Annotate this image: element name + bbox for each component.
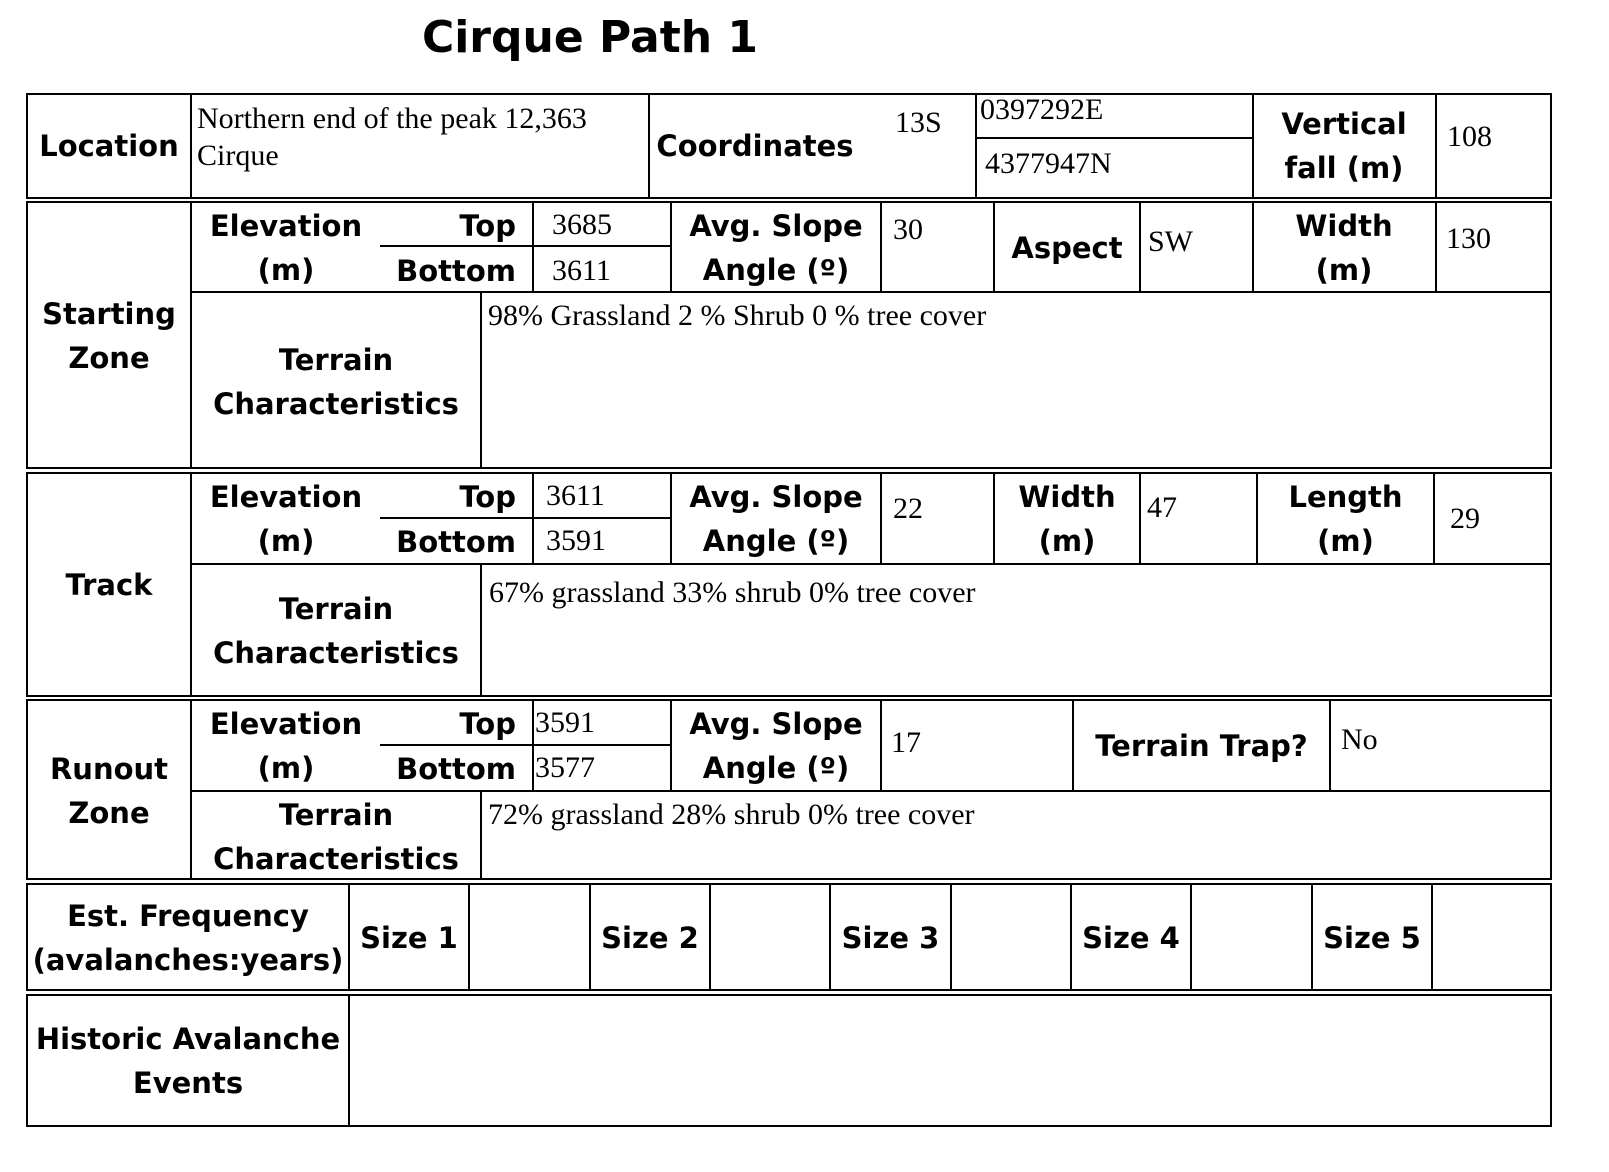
sz-slope-label-line1: Avg. Slope [689,209,863,243]
runout-zone-label-line2: Zone [68,796,150,830]
tr-length-label-line2: (m) [1317,524,1374,558]
size1-label: Size 1 [360,921,458,955]
divider [1433,472,1435,563]
tr-slope-label-line2: Angle (º) [702,524,850,558]
rz-terrain-value: 72% grassland 28% shrub 0% tree cover [488,798,975,831]
divider [880,201,882,291]
historic-label-line2: Events [132,1066,244,1100]
sz-width-label-line1: Width [1295,209,1393,243]
divider [1431,883,1433,991]
track-label: Track [65,568,153,602]
sz-slope-label-line2: Angle (º) [702,253,850,287]
rz-bottom-value: 3577 [535,751,595,784]
northing-value: 4377947N [985,147,1112,180]
rz-top-value: 3591 [535,706,595,739]
tr-bottom-label: Bottom [396,525,516,559]
sz-terrain-label-line1: Terrain [278,343,394,377]
historic-label-line1: Historic Avalanche [35,1022,341,1056]
divider [468,883,470,991]
sz-elevation-label-line2: (m) [257,253,315,287]
runout-zone-label-line1: Runout [49,752,169,786]
rz-elevation-label-line1: Elevation [209,707,363,741]
tr-length-label-line1: Length [1288,480,1403,514]
divider [1190,883,1192,991]
tr-terrain-value: 67% grassland 33% shrub 0% tree cover [489,576,976,609]
tr-width-label-line2: (m) [1038,524,1096,558]
divider [880,699,882,790]
divider [950,883,952,991]
starting-zone-label-line1: Starting [42,297,176,331]
size5-label: Size 5 [1323,921,1421,955]
rz-top-label: Top [459,707,516,741]
tr-width-label-line1: Width [1018,480,1116,514]
divider [532,699,534,790]
size3-label: Size 3 [841,921,940,955]
sz-top-label: Top [459,209,516,243]
rz-terrain-label-line2: Characteristics [213,842,459,876]
sz-bottom-label: Bottom [396,254,516,288]
divider [648,93,650,199]
tr-top-label: Top [459,480,516,514]
divider [1435,201,1437,291]
divider [1139,201,1141,291]
utm-zone: 13S [895,106,942,139]
tr-elevation-label-line2: (m) [257,524,315,558]
rz-slope-value: 17 [891,726,921,759]
sz-aspect-value: SW [1148,225,1193,258]
tr-terrain-label-line2: Characteristics [213,636,459,670]
tr-slope-label-line1: Avg. Slope [689,480,863,514]
divider [190,93,192,199]
sz-elevation-label-line1: Elevation [209,209,363,243]
rz-elevation-label-line2: (m) [257,751,315,785]
rz-terrain-label-line1: Terrain [278,798,394,832]
vertical-fall-label-line1: Vertical [1281,107,1407,141]
tr-length-value: 29 [1450,502,1480,535]
divider [1435,93,1437,199]
tr-top-value: 3611 [546,479,605,512]
divider [348,994,350,1127]
rz-slope-label-line2: Angle (º) [702,751,850,785]
rz-slope-label-line1: Avg. Slope [689,707,863,741]
rz-bottom-label: Bottom [396,752,516,786]
divider [975,93,977,199]
frequency-label-line2: (avalanches:years) [32,943,344,977]
sz-slope-value: 30 [893,213,923,246]
sz-width-value: 130 [1446,222,1491,255]
starting-zone-label-line2: Zone [68,341,150,375]
vertical-fall-label-line2: fall (m) [1284,151,1404,185]
divider [1139,472,1141,563]
tr-terrain-label-line1: Terrain [278,592,394,626]
tr-bottom-value: 3591 [546,524,606,557]
size4-label: Size 4 [1082,921,1180,955]
rz-terrain-trap-label: Terrain Trap? [1095,729,1308,763]
sz-aspect-label: Aspect [1011,231,1123,265]
divider [480,291,482,469]
page-title: Cirque Path 1 [421,12,759,63]
vertical-fall-value: 108 [1447,120,1492,153]
divider [880,472,882,563]
divider [1329,699,1331,790]
divider [532,201,534,291]
sz-top-value: 3685 [552,208,612,241]
rz-terrain-trap-value: No [1341,723,1378,756]
size2-label: Size 2 [601,921,699,955]
easting-value: 0397292E [980,93,1104,126]
divider [480,563,482,697]
divider [532,472,534,563]
sz-width-label-line2: (m) [1315,253,1373,287]
location-value-line2: Cirque [197,139,279,172]
divider [480,790,482,880]
coordinates-label: Coordinates [656,129,854,163]
tr-slope-value: 22 [893,492,923,525]
location-value-line1: Northern end of the peak 12,363 [197,102,587,135]
tr-elevation-label-line1: Elevation [209,480,363,514]
sz-terrain-value: 98% Grassland 2 % Shrub 0 % tree cover [488,299,987,332]
sz-terrain-label-line2: Characteristics [213,387,459,421]
divider [975,137,1252,139]
frequency-label-line1: Est. Frequency [67,899,309,933]
tr-width-value: 47 [1147,491,1177,524]
sz-bottom-value: 3611 [552,254,611,287]
location-label: Location [39,129,179,163]
divider [709,883,711,991]
